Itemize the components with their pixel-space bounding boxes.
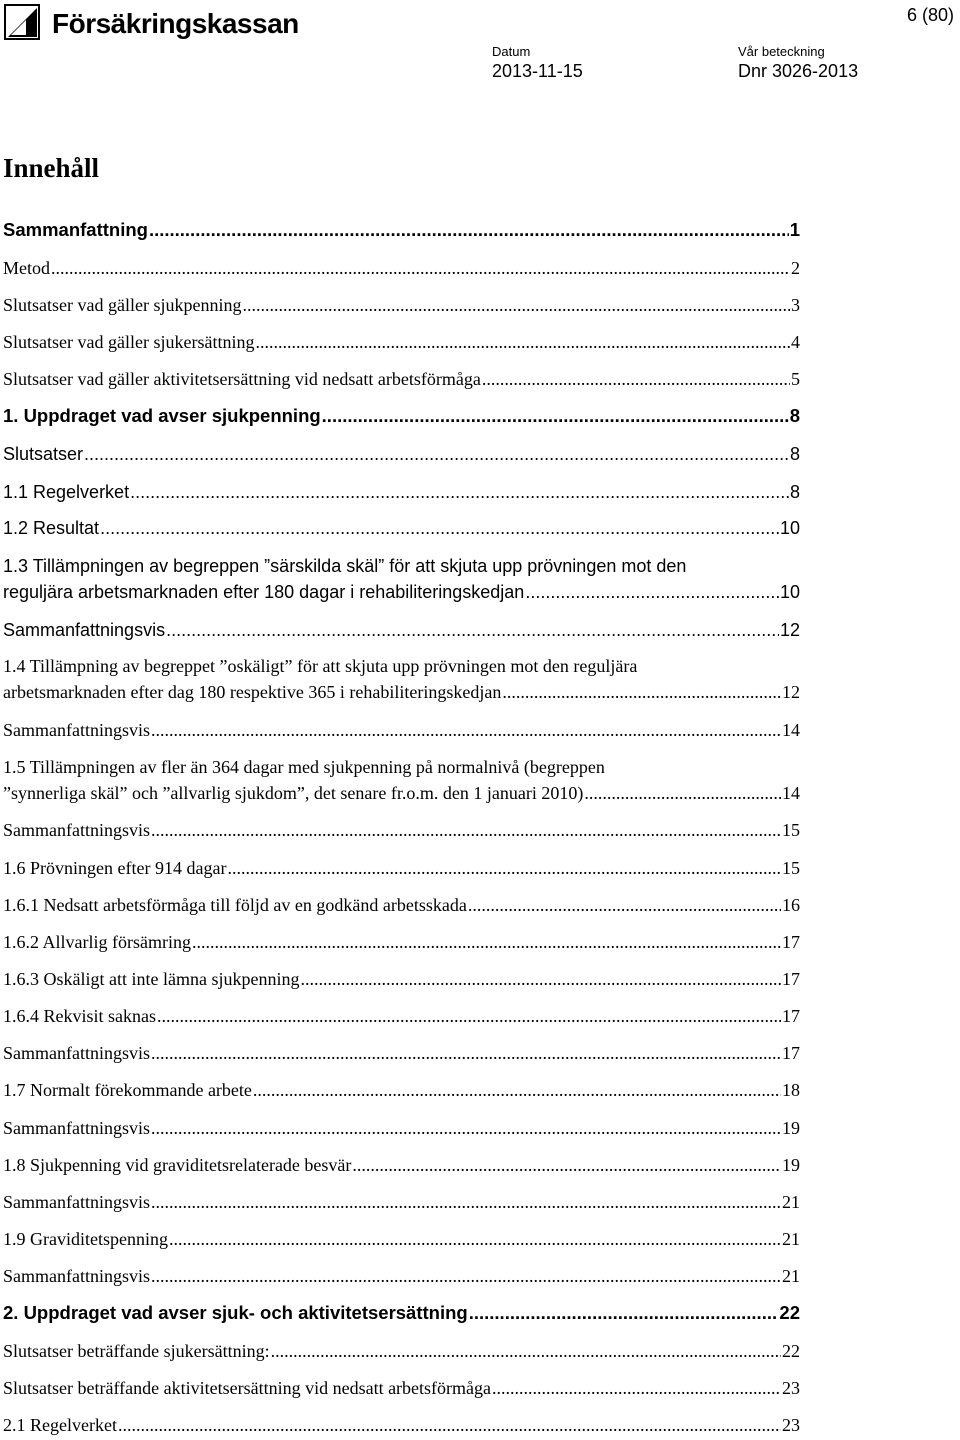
toc-leader [118, 1412, 781, 1438]
toc-leader [130, 479, 789, 505]
toc-entry-page: 1 [789, 219, 800, 240]
toc-leader [192, 929, 781, 955]
toc-entry-page: 17 [782, 969, 800, 989]
toc-leader [151, 817, 781, 843]
toc-entry[interactable] [3, 1412, 800, 1438]
toc-entry[interactable] [3, 929, 800, 955]
toc-entry-title: Sammanfattningsvis [3, 620, 166, 640]
toc-entry[interactable] [3, 479, 800, 505]
toc-leader [149, 217, 789, 243]
toc-entry-page: 5 [791, 369, 800, 389]
toc-entry-page: 16 [782, 895, 800, 915]
toc-leader [300, 966, 781, 992]
toc-leader [151, 1263, 781, 1289]
toc-entry-title: Sammanfattningsvis [3, 1192, 150, 1212]
toc-entry-page: 12 [782, 682, 800, 702]
toc-leader [322, 403, 789, 429]
toc-leader [502, 679, 781, 705]
toc-entry-title: 1.6.4 Rekvisit saknas [3, 1006, 156, 1026]
toc-entry-page: 22 [782, 1341, 800, 1361]
toc-entry[interactable] [3, 717, 800, 743]
toc-entry-title: 1.6.2 Allvarlig försämring [3, 932, 191, 952]
toc-entry-page: 8 [789, 482, 800, 502]
toc-leader [157, 1003, 781, 1029]
toc-entry-title-line1: 1.5 Tillämpningen av fler än 364 dagar med sjukpenning på normalnivå (begreppen [3, 757, 605, 777]
toc-entry[interactable] [3, 1115, 800, 1141]
toc-entry-title: 2. Uppdraget vad avser sjuk- och aktivitetsersättning [3, 1302, 468, 1323]
toc-entry-page: 15 [782, 820, 800, 840]
toc-entry[interactable] [3, 817, 800, 843]
toc-entry-title: Metod [3, 258, 50, 278]
toc-entry[interactable] [3, 1263, 800, 1289]
toc-leader [525, 579, 779, 605]
date-block [492, 44, 583, 82]
toc-entry[interactable] [3, 653, 800, 705]
toc-entry[interactable] [3, 1077, 800, 1103]
toc-leader [151, 1115, 781, 1141]
toc-heading: Innehåll [3, 153, 100, 183]
toc-leader [253, 1077, 781, 1103]
toc-leader [584, 780, 781, 806]
toc-leader [352, 1152, 781, 1178]
toc-entry[interactable] [3, 217, 800, 243]
toc-entry-title: 1.9 Graviditetspenning [3, 1229, 168, 1249]
toc-leader [227, 855, 781, 881]
toc-leader [151, 1040, 781, 1066]
toc-entry[interactable] [3, 855, 800, 881]
reference-value: Dnr 3026-2013 [738, 61, 859, 81]
toc-entry-title: ”synnerliga skäl” och ”allvarlig sjukdom”, det senare fr.o.m. den 1 januari 2010) [3, 783, 584, 803]
toc-entry-page: 12 [779, 620, 800, 640]
toc-entry-page: 14 [782, 783, 800, 803]
toc-entry[interactable] [3, 366, 800, 392]
toc-entry-page: 2 [791, 258, 800, 278]
toc-entry-title: 1.7 Normalt förekommande arbete [3, 1080, 252, 1100]
toc-entry-title: 1. Uppdraget vad avser sjukpenning [3, 405, 321, 426]
toc-entry-page: 22 [779, 1302, 800, 1323]
toc-leader [255, 329, 790, 355]
toc-leader [151, 1189, 781, 1215]
toc-entry-page: 17 [782, 1043, 800, 1063]
toc-entry-page: 23 [782, 1378, 800, 1398]
toc-entry-title: Slutsatser beträffande aktivitetsersättning vid nedsatt arbetsförmåga [3, 1378, 492, 1398]
toc-leader [469, 1300, 779, 1326]
toc-entry[interactable] [3, 1040, 800, 1066]
toc-entry-page: 21 [782, 1229, 800, 1249]
toc-entry[interactable] [3, 617, 800, 643]
toc-entry[interactable] [3, 1152, 800, 1178]
toc-entry-title: Sammanfattningsvis [3, 1266, 150, 1286]
toc-entry-title: Sammanfattning [3, 219, 148, 240]
reference-label: Vår beteckning [738, 44, 825, 59]
toc-entry[interactable] [3, 255, 800, 281]
toc-entry[interactable] [3, 1189, 800, 1215]
page-number: 6 (80) [906, 5, 954, 25]
toc-entry-page: 17 [782, 932, 800, 952]
toc-leader [242, 292, 790, 318]
toc-entry-title: Slutsatser beträffande sjukersättning: [3, 1341, 270, 1361]
toc-entry-title: Sammanfattningsvis [3, 820, 150, 840]
toc-leader [166, 617, 779, 643]
toc-entry-page: 21 [782, 1192, 800, 1212]
toc-entry-page: 19 [782, 1118, 800, 1138]
toc-entry-title: 1.6.3 Oskäligt att inte lämna sjukpenning [3, 969, 300, 989]
toc-entry[interactable] [3, 754, 800, 806]
toc-entry-page: 4 [791, 332, 800, 352]
toc-entry[interactable] [3, 1226, 800, 1252]
toc-entry-title: Sammanfattningsvis [3, 1118, 150, 1138]
toc-leader [482, 366, 790, 392]
toc-entry-title: Slutsatser vad gäller aktivitetsersättning vid nedsatt arbetsförmåga [3, 369, 481, 389]
toc-leader [468, 892, 781, 918]
toc-leader [100, 515, 779, 541]
toc-entry-page: 8 [789, 405, 800, 426]
toc-entry[interactable] [3, 441, 800, 467]
toc-entry-title: Sammanfattningsvis [3, 1043, 150, 1063]
toc-entry-title-line1: 1.4 Tillämpning av begreppet ”oskäligt” för att skjuta upp prövningen mot den reguljära [3, 656, 638, 676]
toc-entry-page: 15 [782, 858, 800, 878]
toc-entry-title: 1.1 Regelverket [3, 482, 130, 502]
toc-entry[interactable] [3, 292, 800, 318]
toc-leader [169, 1226, 781, 1252]
toc-entry-page: 3 [791, 295, 800, 315]
toc-entry-title: Sammanfattningsvis [3, 720, 150, 740]
toc-entry[interactable] [3, 329, 800, 355]
toc-entry-title: 1.6.1 Nedsatt arbetsförmåga till följd av en godkänd arbetsskada [3, 895, 467, 915]
toc-leader [84, 441, 789, 467]
reference-block [738, 44, 858, 82]
toc-entry-title: 1.8 Sjukpenning vid graviditetsrelaterade besvär [3, 1155, 352, 1175]
toc-entry[interactable] [3, 553, 800, 605]
toc-entry-title: 1.2 Resultat [3, 518, 100, 538]
toc-entry-title: Slutsatser vad gäller sjukpenning [3, 295, 242, 315]
logo-wordmark: Försäkringskassan [52, 8, 299, 39]
toc-entry-page: 21 [782, 1266, 800, 1286]
toc-leader [492, 1375, 781, 1401]
toc-entry-title: Slutsatser vad gäller sjukersättning [3, 332, 255, 352]
date-label: Datum [492, 44, 531, 59]
toc-entry[interactable] [3, 1300, 800, 1326]
toc-leader [271, 1338, 781, 1364]
toc-entry[interactable] [3, 1003, 800, 1029]
toc-entry[interactable] [3, 403, 800, 429]
toc-entry-page: 17 [782, 1006, 800, 1026]
page-header [0, 0, 960, 90]
date-value: 2013-11-15 [492, 61, 583, 81]
toc-entry[interactable] [3, 892, 800, 918]
toc-entry-page: 18 [782, 1080, 800, 1100]
toc-entry-page: 19 [782, 1155, 800, 1175]
toc-entry-title: 1.6 Prövningen efter 914 dagar [3, 858, 227, 878]
toc-entry-page: 10 [779, 518, 800, 538]
toc-entry[interactable] [3, 966, 800, 992]
toc-entry-page: 10 [779, 582, 800, 602]
toc-entry-title: Slutsatser [3, 444, 84, 464]
toc-entry[interactable] [3, 515, 800, 541]
toc-entry-title: 2.1 Regelverket [3, 1415, 117, 1435]
toc-entry-title: arbetsmarknaden efter dag 180 respektive 365 i rehabiliteringskedjan [3, 682, 502, 702]
toc-entry[interactable] [3, 1338, 800, 1364]
toc-entry-page: 23 [782, 1415, 800, 1435]
toc-entry-page: 8 [789, 444, 800, 464]
toc-leader [51, 255, 790, 281]
toc-leader [151, 717, 781, 743]
toc-entry-title-line1: 1.3 Tillämpningen av begreppen ”särskilda skäl” för att skjuta upp prövningen mot den [3, 556, 687, 576]
toc-entry[interactable] [3, 1375, 800, 1401]
toc-entry-title: reguljära arbetsmarknaden efter 180 dagar i rehabiliteringskedjan [3, 582, 525, 602]
toc-entry-page: 14 [782, 720, 800, 740]
forsakringskassan-logo-icon [4, 4, 40, 40]
